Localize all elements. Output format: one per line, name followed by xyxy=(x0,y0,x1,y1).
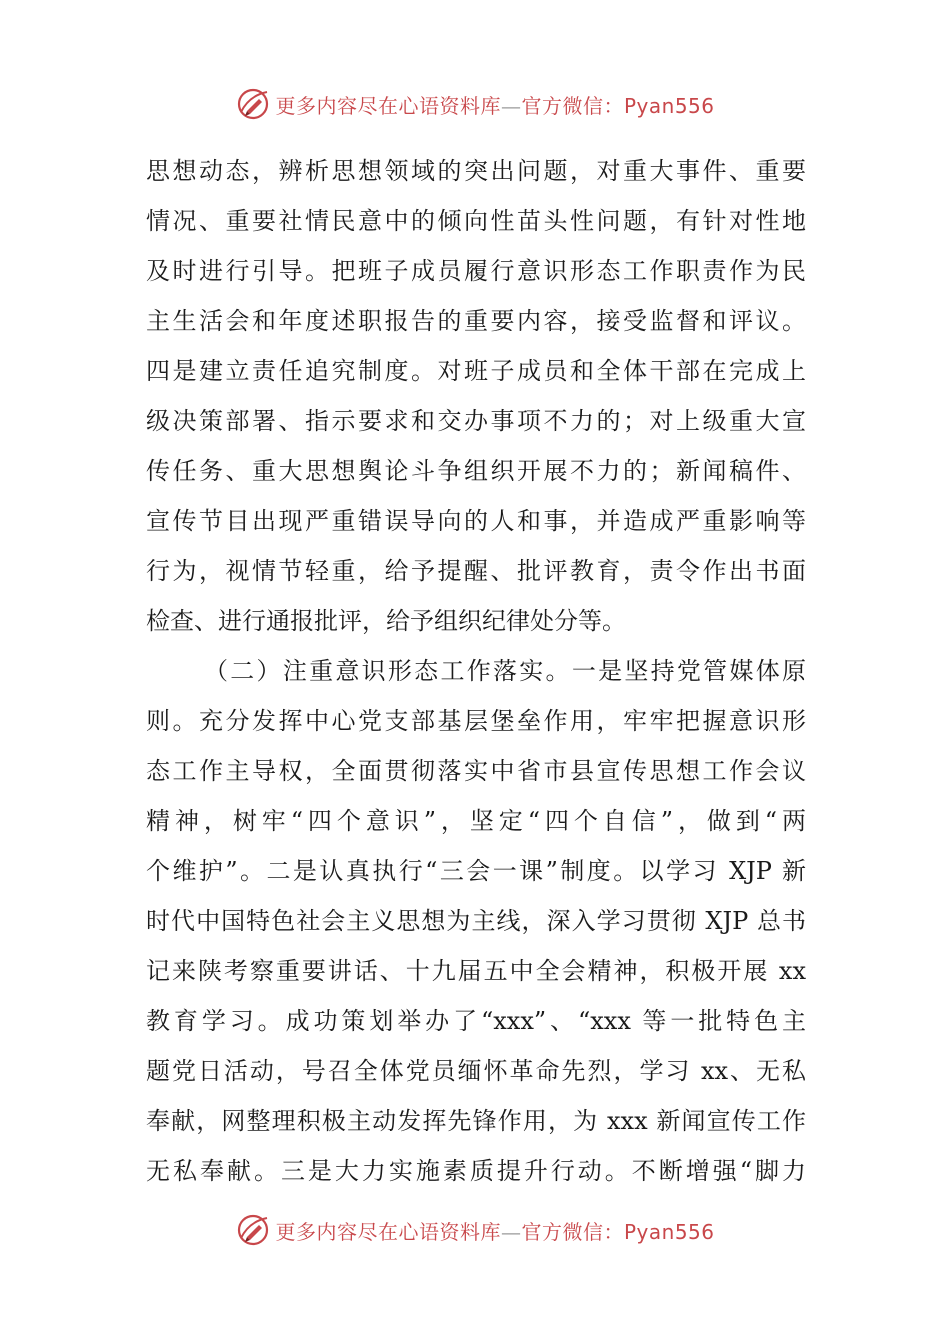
footer-banner-text: 更多内容尽在心语资料库—官方微信：Pyan556 xyxy=(275,1219,715,1244)
header-banner-text: 更多内容尽在心语资料库—官方微信：Pyan556 xyxy=(275,93,715,118)
body-line-7: 传任务、重大思想舆论斗争组织开展不力的；新闻稿件、 xyxy=(146,457,806,485)
pen-circle-logo-icon xyxy=(235,86,271,122)
body-line-16: 时代中国特色社会主义思想为主线，深入学习贯彻 XJP 总书 xyxy=(146,907,806,935)
body-line-6: 级决策部署、指示要求和交办事项不力的；对上级重大宣 xyxy=(146,407,806,435)
body-line-18: 教育学习。成功策划举办了“xxx”、“xxx 等一批特色主 xyxy=(146,1007,806,1035)
body-line-21: 无私奉献。三是大力实施素质提升行动。不断增强“脚力 xyxy=(146,1157,806,1185)
body-line-1: 思想动态，辨析思想领域的突出问题，对重大事件、重要 xyxy=(146,157,806,185)
footer-watermark-banner xyxy=(0,1208,950,1252)
body-line-10: 检查、进行通报批评，给予组织纪律处分等。 xyxy=(146,607,626,635)
body-line-19: 题党日活动，号召全体党员缅怀革命先烈，学习 xx、无私 xyxy=(146,1057,806,1085)
body-line-15: 个维护”。二是认真执行“三会一课”制度。以学习 XJP 新 xyxy=(146,857,806,885)
document-body xyxy=(146,146,806,1196)
header-watermark-banner xyxy=(0,82,950,126)
body-line-3: 及时进行引导。把班子成员履行意识形态工作职责作为民 xyxy=(146,257,806,285)
body-line-8: 宣传节目出现严重错误导向的人和事，并造成严重影响等 xyxy=(146,507,806,535)
body-line-4: 主生活会和年度述职报告的重要内容，接受监督和评议。 xyxy=(146,307,806,335)
body-line-12: 则。充分发挥中心党支部基层堡垒作用，牢牢把握意识形 xyxy=(146,707,806,735)
body-line-17: 记来陕考察重要讲话、十九届五中全会精神，积极开展 xx xyxy=(146,957,806,985)
body-line-13: 态工作主导权，全面贯彻落实中省市县宣传思想工作会议 xyxy=(146,757,806,785)
body-line-11: （二）注重意识形态工作落实。一是坚持党管媒体原 xyxy=(204,657,806,685)
body-line-20: 奉献，网整理积极主动发挥先锋作用，为 xxx 新闻宣传工作 xyxy=(146,1107,806,1135)
body-line-14: 精神，树牢“四个意识”，坚定“四个自信”，做到“两 xyxy=(146,807,806,835)
body-line-9: 行为，视情节轻重，给予提醒、批评教育，责令作出书面 xyxy=(146,557,806,585)
pen-circle-logo-icon xyxy=(235,1212,271,1248)
body-line-2: 情况、重要社情民意中的倾向性苗头性问题，有针对性地 xyxy=(146,207,806,235)
body-line-5: 四是建立责任追究制度。对班子成员和全体干部在完成上 xyxy=(146,357,806,385)
